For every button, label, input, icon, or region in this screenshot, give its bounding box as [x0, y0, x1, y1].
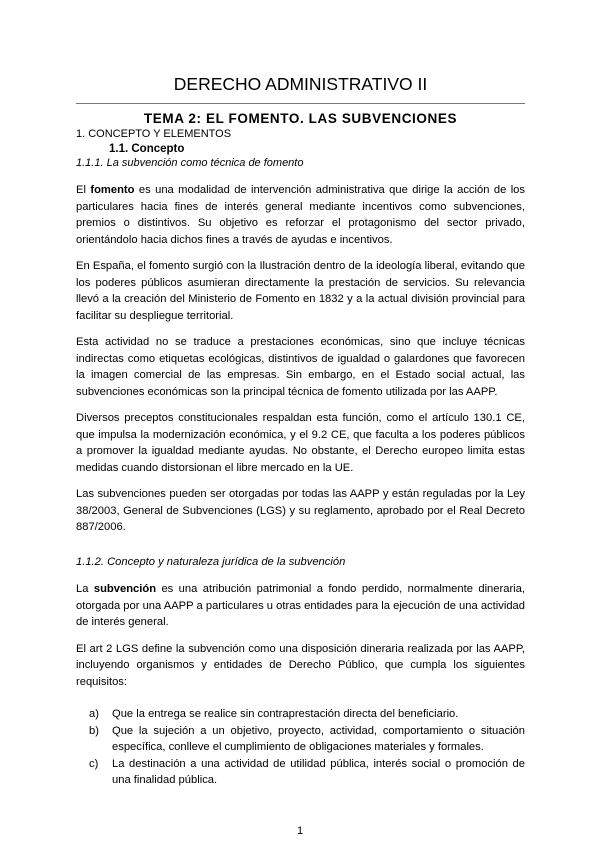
page-number: 1	[296, 825, 304, 837]
section-heading: 1. CONCEPTO Y ELEMENTOS	[76, 128, 232, 140]
subsubsection-heading: 1.1.1. La subvención como técnica de fomento	[76, 157, 304, 169]
title-divider	[76, 103, 525, 104]
paragraph	[76, 581, 525, 631]
body-text	[76, 182, 525, 789]
text: es una modalidad de intervención administrativa que dirige la acción de los particulares hacia fines de interés general mediante incentivos como subvenciones, premios o distintivos. Su objetivo es reforzar el protagonismo del sector privado, orientándolo hacia dichos fines a través de ayudas e incentivos.	[76, 184, 525, 246]
text: El	[76, 184, 91, 196]
requirements-list	[89, 706, 525, 789]
subsubsection-heading: 1.1.2. Concepto y naturaleza jurídica de la subvención	[76, 555, 346, 568]
tema-heading: TEMA 2: EL FOMENTO. LAS SUBVENCIONES	[143, 111, 458, 126]
list-text: Que la entrega se realice sin contraprestación directa del beneficiario.	[112, 708, 459, 720]
list-marker: a)	[89, 708, 99, 720]
paragraph: Esta actividad no se traduce a prestaciones económicas, sino que incluye técnicas indirectas como etiquetas ecológicas, distintivos de igualdad o galardones que favorecen la imagen comercial de las empresas. Sin embargo, en el Estado social actual, las subvenciones económicas son la principal técnica de fomento utilizada por las AAPP.	[76, 336, 525, 398]
list-marker: c)	[89, 757, 99, 770]
list-text: La destinación a una actividad de utilidad pública, interés social o promoción de una finalidad pública.	[112, 757, 525, 786]
subsection-heading: 1.1. Concepto	[109, 143, 185, 155]
bold-term: fomento	[90, 184, 135, 196]
list-marker: b)	[89, 724, 99, 737]
list-item	[89, 706, 525, 723]
bold-term: subvención	[93, 583, 157, 595]
paragraph: Diversos preceptos constitucionales respaldan esta función, como el artículo 130.1 CE, que impulsa la modernización económica, y el 9.2 CE, que faculta a los poderes públicos a promover la igualdad mediante ayudas. No obstante, el Derecho europeo limita estas medidas cuando distorsionan el libre mercado en la UE.	[76, 412, 525, 474]
list-text: Que la sujeción a un objetivo, proyecto, actividad, comportamiento o situación específica, conlleve el cumplimiento de obligaciones materiales y formales.	[112, 724, 525, 753]
text: es una atribución patrimonial a fondo perdido, normalmente dineraria, otorgada por una AAPP a particulares u otras entidades para la ejecución de una actividad de interés general.	[76, 583, 525, 628]
list-item	[89, 723, 525, 756]
paragraph: En España, el fomento surgió con la Ilustración dentro de la ideología liberal, evitando que los poderes públicos asumieran directamente la prestación de servicios. Su relevancia llevó a la creación del Ministerio de Fomento en 1832 y a la actual división provincial para facilitar su despliegue territorial.	[76, 260, 525, 322]
paragraph: El art 2 LGS define la subvención como una disposición dineraria realizada por las AAPP, incluyendo organismos y entidades de Derecho Público, que cumpla los siguientes requisitos:	[76, 642, 525, 688]
paragraph	[76, 182, 525, 248]
text: La	[76, 583, 94, 595]
paragraph: Las subvenciones pueden ser otorgadas por todas las AAPP y están reguladas por la Ley 38/2003, General de Subvenciones (LGS) y su reglamento, aprobado por el Real Decreto 887/2006.	[76, 488, 525, 533]
list-item	[89, 756, 525, 789]
document-title: DERECHO ADMINISTRATIVO II	[173, 74, 428, 94]
